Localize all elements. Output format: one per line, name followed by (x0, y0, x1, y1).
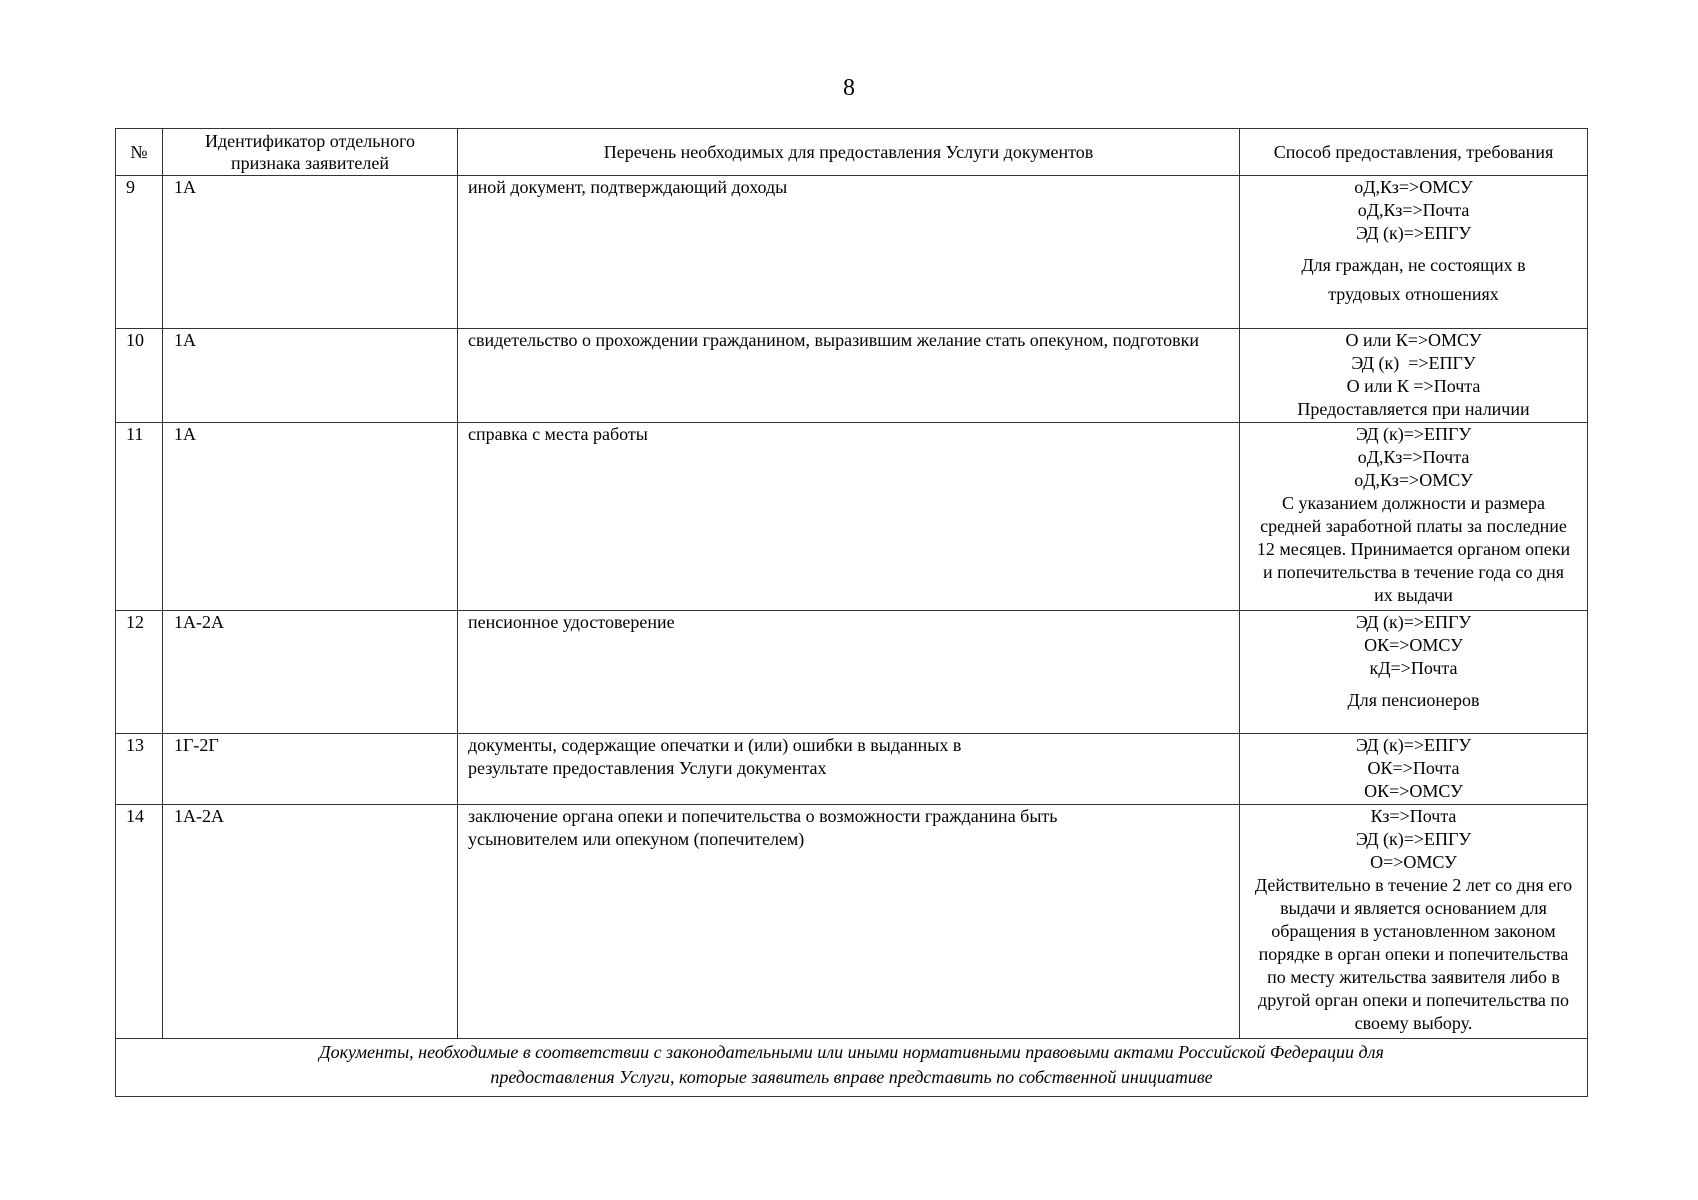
method-line: ЭД (к)=>ЕПГУ (1355, 223, 1472, 243)
row-method (1240, 423, 1588, 611)
method-line: оД,Кз=>Почта (1357, 200, 1470, 220)
table-row (116, 423, 1588, 611)
table-row (116, 611, 1588, 734)
row-method (1240, 611, 1588, 734)
table-row (116, 805, 1588, 1039)
method-line: ОК=>ОМСУ (1364, 635, 1463, 655)
row-num: 11 (116, 423, 163, 611)
method-line: ЭД (к)=>ЕПГУ (1355, 612, 1472, 632)
method-line: ЭД (к)=>ЕПГУ (1355, 735, 1472, 755)
table-header-row (116, 129, 1588, 176)
row-identifier: 1А-2А (163, 611, 458, 734)
row-identifier: 1А (163, 423, 458, 611)
footer-note: Документы, необходимые в соответствии с законодательными или иными нормативными правовыми актами Российской Федерации для предоставления Услуги, которые заявитель вправе представить по собственной инициативе (116, 1039, 1588, 1097)
footer-note-row (116, 1039, 1588, 1097)
method-line: Кз=>Почта (1370, 806, 1457, 826)
row-document: пенсионное удостоверение (458, 611, 1240, 734)
method-line: ЭД (к)=>ЕПГУ (1355, 424, 1472, 444)
method-note: Действительно в течение 2 лет со дня его выдачи и является основанием для обращения в установленном законом порядке в орган опеки и попечительства по месту жительства заявителя либо в другой орган опеки и попечительства по своему выбору. (1254, 875, 1573, 1033)
method-note: Предоставляется при наличии (1297, 399, 1530, 419)
header-identifier: Идентификатор отдельного признака заявителей (163, 129, 458, 176)
documents-table (115, 128, 1588, 1097)
row-document: заключение органа опеки и попечительства о возможности гражданина быть усыновителем или опекуном (попечителем) (458, 805, 1240, 1039)
method-line: ОК=>Почта (1367, 758, 1460, 778)
header-method: Способ предоставления, требования (1240, 129, 1588, 176)
row-document: справка с места работы (458, 423, 1240, 611)
page-number: 8 (843, 75, 855, 101)
row-method (1240, 805, 1588, 1039)
header-num: № (116, 129, 163, 176)
method-line: оД,Кз=>ОМСУ (1354, 470, 1473, 490)
row-document: иной документ, подтверждающий доходы (458, 176, 1240, 329)
row-num: 14 (116, 805, 163, 1039)
row-num: 13 (116, 734, 163, 805)
header-documents: Перечень необходимых для предоставления Услуги документов (458, 129, 1240, 176)
row-identifier: 1А (163, 329, 458, 423)
method-note: Для пенсионеров (1347, 690, 1480, 710)
row-method (1240, 734, 1588, 805)
row-document: документы, содержащие опечатки и (или) ошибки в выданных в результате предоставления Услуги документах (458, 734, 1240, 805)
method-line: оД,Кз=>ОМСУ (1354, 177, 1473, 197)
method-line: ЭД (к)=>ЕПГУ (1355, 829, 1472, 849)
method-note: Для граждан, не состоящих в трудовых отношениях (1301, 255, 1526, 304)
row-method (1240, 176, 1588, 329)
row-method (1240, 329, 1588, 423)
table-row (116, 176, 1588, 329)
row-identifier: 1А-2А (163, 805, 458, 1039)
method-line: оД,Кз=>Почта (1357, 447, 1470, 467)
row-identifier: 1А (163, 176, 458, 329)
method-line: О или К =>Почта (1346, 376, 1481, 396)
row-num: 9 (116, 176, 163, 329)
table-row (116, 329, 1588, 423)
row-num: 10 (116, 329, 163, 423)
method-note: С указанием должности и размера средней заработной платы за последние 12 месяцев. Принимается органом опеки и попечительства в течение года со дня их выдачи (1256, 493, 1571, 605)
method-line: ЭД (к) =>ЕПГУ (1351, 353, 1476, 373)
table-row (116, 734, 1588, 805)
row-document: свидетельство о прохождении гражданином, выразившим желание стать опекуном, подготовки (458, 329, 1240, 423)
row-identifier: 1Г-2Г (163, 734, 458, 805)
method-line: О или К=>ОМСУ (1345, 330, 1482, 350)
method-line: кД=>Почта (1369, 658, 1458, 678)
method-line: О=>ОМСУ (1370, 852, 1457, 872)
method-line: ОК=>ОМСУ (1364, 781, 1463, 801)
row-num: 12 (116, 611, 163, 734)
